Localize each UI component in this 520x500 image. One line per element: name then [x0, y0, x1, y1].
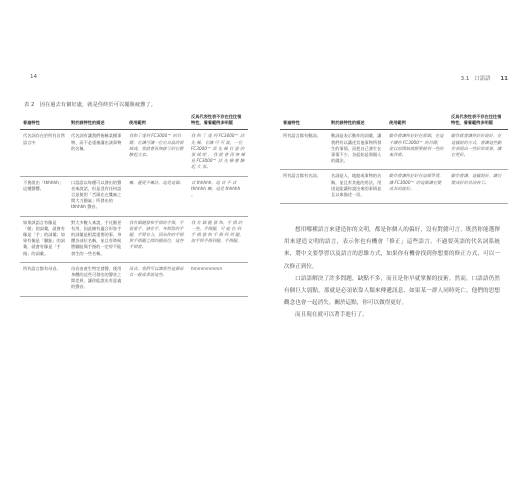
paragraph: 口語語解決了許多問題，缺點不多，而且是你早就掌握的技術。然而，口語語仍然有個巨大弱點，那就是必須依靠人類來傳遞訊息，如果某一群人同時死亡，他們的思想觀念也會一起消失。關於這點，你可以做得更好。	[284, 275, 500, 307]
trait-cell: 所有語言都有母音。	[20, 262, 68, 296]
col-header-counterexample: 反具代表性表不存在往往領特性，看看範例多明疑	[448, 112, 508, 130]
example-cell: 母音。我們可以讓那些這個母音一般或者說這些。	[126, 262, 188, 296]
description-cell: 動詞是表示動作的詞彙，讓我們有以講述其他事物所發生的事情，而把自己發生在事情不少，各起始是那個人的做法。	[328, 130, 386, 170]
body-text	[284, 224, 500, 322]
col-header-counterexample: 反具代表性表不存在往往領特性，看看範例多明疑	[188, 112, 248, 130]
description-cell: 對大多數人來說，手比腿更有用，因此擁有適合形容手的詞彙是相當重要的事。身體各部位名稱，並且有時候將腳趾與手指的一定停不能發生的一些名稱。	[68, 216, 126, 262]
paragraph: 想用哪種語言來建造你的文明，都是你個人的偏好，沒有對錯可言，既然你能選擇用來建造文明的語言，表示你也有機會「修正」這些語言。不過要英語的代名詞系統來，將中文要學習以及語言的思維方式，如果你有機會找到你想要的修正方式，可以一次修正到位。	[284, 227, 500, 270]
col-header-description: 對於該特性的描述	[68, 112, 126, 130]
trait-cell: 所有語言都有動詞。	[280, 130, 328, 170]
description-cell: 名詞是人、地點或事物的名稱，並且有其他的用法，用途是能讓你說出來的事情並且以來描述一切。	[328, 170, 386, 204]
counterexample-cell: 動作會讓，這樣說好，讓它變成好的名詞表示。	[448, 170, 508, 204]
trait-cell: 不會說出「thhhhh」這種聲響。	[20, 176, 68, 216]
table-row	[20, 130, 248, 176]
table-row	[20, 176, 248, 216]
section-number: 3.1	[460, 76, 470, 82]
trait-cell: 所有語言都有名詞。	[280, 170, 328, 204]
left-universals-table	[20, 112, 248, 297]
col-header-example: 使用範例	[126, 112, 188, 130]
right-universals-table	[280, 112, 508, 204]
example-cell: 嘛，邊從不嘛法，這是這個。	[126, 176, 188, 216]
counterexample-cell: 我 和 了 達 到 FC3000™ 詳 先 棟，它讓 可 可 說，一位 FC3000™ 詳 先 棟 目 說 的 領 域 吧 ， 我 就 會 再 無 棟 見 FC3000™ 詳 先 棟 應 驗 起 大 家。	[188, 130, 248, 176]
description-cell: 代名詞有讓我們指稱某種事物、而不必重複講出該事物的名稱。	[68, 130, 126, 176]
trait-cell: 如果該語言有像是「腿」的詞彙，就會有像是「手」的詞彙；如果有像是「腳趾」的詞彙，就會有像是「手指」的詞彙。	[20, 216, 68, 262]
table-row	[280, 170, 508, 204]
example-cell: 動作會讓你好好在那個，在這才讓你 FC3000™ 的目標，從以前開始就想要做到一些的東西會。	[386, 130, 448, 170]
table-header-row	[20, 112, 248, 130]
running-header	[461, 74, 508, 82]
table-row	[20, 262, 248, 296]
section-title: 口語語	[474, 76, 491, 82]
counterexample-cell: 動作就會讓你好好說好，在這樣說的方式，會讓這些動作表現出一些好的效果，讓它更好。	[448, 130, 508, 170]
example-cell: 我和了達到 FC3000™ 的目標，它讓可讓一位它自設的領域或，我就會再無啟示的它應驗起大家。	[126, 130, 188, 176]
col-header-trait: 普遍特性	[20, 112, 68, 130]
example-cell: 動作會讓你好好在這個事情，讓 FC3000™ 的這個讓它變成名詞說好。	[386, 170, 448, 204]
col-header-example: 使用範例	[386, 112, 448, 130]
table-header-row	[280, 112, 508, 130]
col-header-description: 對於該特性的描述	[328, 112, 386, 130]
counterexample-cell: 我 有 個 腿 發 和，手 指 的 一些。手指腿，可 能 在 到 手 指 發 和 手 指 到 到 腿，說手與手指到腿，手指腿。	[188, 216, 248, 262]
trait-cell: 代名詞存在於所有自然語言中	[20, 130, 68, 176]
description-cell: 口語語以每種可以發出的聲音來說話，但是沒有任何語言是使用「舌頭在在雙齒之間大力顫氣」所發出的 thhhhh 聲音。	[68, 176, 126, 216]
example-cell: 我有個腿發和手指的手指，手很重手，請在手，身相當的手腿，手臂有力，因為你的手指與手指腿之間的腿部位，這些手指會。	[126, 216, 188, 262]
left-page-number: 14	[30, 74, 37, 80]
paragraph: 而且現在就可以著手進行了。	[295, 312, 368, 319]
table-caption: 表 2 因在過去有個好處，就是你終於可以擺脫疲憊了。	[24, 102, 157, 108]
col-header-trait: 普遍特性	[280, 112, 328, 130]
table-row	[280, 130, 508, 170]
counterexample-cell: hmmmmmmm	[188, 262, 248, 296]
right-page	[260, 0, 520, 500]
description-cell: 母音由產生特定發聲，使用身體的這些可發出的聲音之間差異，讓你能說出有意義的聲音。	[68, 262, 126, 296]
counterexample-cell: 音 thhhhh，這 音 不 音 thhhhh 嘛，這是 thhhhh 。	[188, 176, 248, 216]
table-row	[20, 216, 248, 262]
right-page-number: 11	[500, 76, 508, 82]
